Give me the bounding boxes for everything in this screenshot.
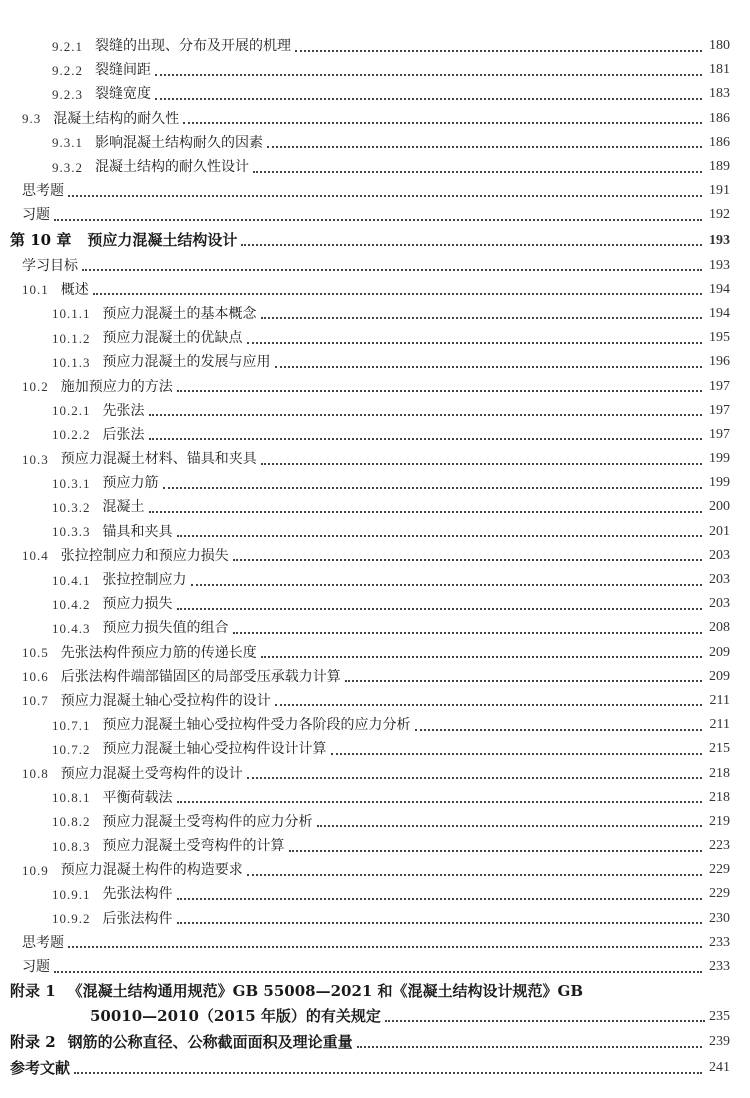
dot-leader	[261, 655, 702, 658]
section-title: 后张法构件端部锚固区的局部受压承载力计算	[60, 668, 341, 685]
section-title: 后张法	[102, 426, 145, 443]
dot-leader	[163, 486, 703, 489]
toc-entry[interactable]	[0, 955, 750, 979]
page-number: 181	[709, 62, 730, 78]
dot-leader	[317, 824, 703, 827]
section-title: 预应力混凝土的优缺点	[102, 330, 243, 347]
page-number: 235	[709, 1009, 730, 1025]
section-number: 9.3	[22, 111, 42, 127]
appendix-title-line2: 50010—2010（2015 年版）的有关规定	[90, 1007, 381, 1026]
section-number: 10.9	[22, 862, 49, 878]
dot-leader	[385, 1019, 705, 1022]
section-number: 10.4.1	[52, 572, 91, 588]
section-number: 10.3.2	[52, 499, 91, 515]
toc-entry[interactable]	[0, 471, 750, 495]
toc-references[interactable]	[0, 1055, 750, 1081]
section-number: 10.9.2	[52, 911, 91, 927]
page-number: 208	[709, 620, 730, 636]
page-number: 197	[709, 426, 730, 442]
page-number: 186	[709, 134, 730, 150]
dot-leader	[241, 243, 702, 246]
section-title: 裂缝的出现、分布及开展的机理	[95, 38, 291, 55]
dot-leader	[267, 145, 702, 148]
section-title: 习题	[22, 959, 50, 976]
section-title: 预应力混凝土轴心受拉构件设计计算	[102, 741, 327, 758]
page-number: 229	[709, 886, 730, 902]
section-title: 裂缝间距	[95, 62, 151, 79]
toc-appendix-2[interactable]	[0, 1029, 750, 1055]
section-number: 10.7.2	[52, 741, 91, 757]
page-number: 197	[709, 378, 730, 394]
page-number: 209	[709, 668, 730, 684]
dot-leader	[54, 218, 702, 221]
chapter-title: 预应力混凝土结构设计	[87, 231, 238, 249]
toc-entry[interactable]	[0, 616, 750, 640]
chapter-number: 第 10 章	[10, 231, 72, 249]
section-number: 10.2.2	[52, 427, 91, 443]
section-number: 10.2	[22, 379, 49, 395]
section-number: 10.4.2	[52, 596, 91, 612]
dot-leader	[247, 873, 702, 876]
dot-leader	[345, 679, 702, 682]
dot-leader	[261, 316, 703, 319]
section-title: 锚具和夹具	[102, 523, 173, 540]
page-number: 186	[709, 110, 730, 126]
toc-entry[interactable]	[0, 882, 750, 906]
toc-entry[interactable]	[0, 58, 750, 82]
section-number: 9.2.2	[52, 62, 83, 78]
appendix-title: 钢筋的公称直径、公称截面面积及理论重量	[67, 1032, 353, 1051]
dot-leader	[247, 341, 703, 344]
toc-entry[interactable]	[0, 107, 750, 131]
page-number: 193	[709, 257, 730, 273]
toc-entry[interactable]	[0, 544, 750, 568]
section-title: 预应力混凝土的发展与应用	[102, 354, 271, 371]
dot-leader	[54, 970, 702, 973]
page-number: 180	[709, 38, 730, 54]
section-number: 10.7.1	[52, 717, 91, 733]
dot-leader	[191, 583, 703, 586]
appendix-number: 附录 2	[10, 1032, 56, 1051]
section-number: 10.1.3	[52, 354, 91, 370]
section-number: 10.7	[22, 693, 49, 709]
toc-entry[interactable]	[0, 203, 750, 227]
page-number: 201	[709, 523, 730, 539]
toc-entry[interactable]	[0, 568, 750, 592]
dot-leader	[177, 534, 703, 537]
section-number: 10.2.1	[52, 403, 91, 419]
toc-entry[interactable]	[0, 520, 750, 544]
dot-leader	[177, 897, 703, 900]
page-number: 203	[709, 572, 730, 588]
toc-entry[interactable]	[0, 399, 750, 423]
section-title: 学习目标	[22, 257, 78, 274]
section-title: 预应力混凝土轴心受拉构件受力各阶段的应力分析	[102, 717, 411, 734]
page-number: 194	[709, 281, 730, 297]
section-number: 10.4.3	[52, 620, 91, 636]
dot-leader	[149, 413, 703, 416]
section-title: 概述	[60, 281, 89, 298]
section-number: 10.6	[22, 669, 49, 685]
toc-entry[interactable]	[0, 665, 750, 689]
toc-entry[interactable]	[0, 34, 750, 58]
section-title: 预应力混凝土受弯构件的计算	[102, 838, 285, 855]
section-number: 10.9.1	[52, 886, 91, 902]
dot-leader	[253, 170, 702, 173]
dot-leader	[261, 462, 702, 465]
toc-entry[interactable]	[0, 495, 750, 519]
dot-leader	[331, 752, 703, 755]
section-title: 预应力筋	[102, 475, 159, 492]
dot-leader	[415, 728, 703, 731]
toc-chapter[interactable]	[0, 228, 750, 254]
section-number: 10.1.1	[52, 306, 91, 322]
dot-leader	[155, 97, 702, 100]
dot-leader	[233, 631, 703, 634]
section-title: 张拉控制应力	[102, 572, 187, 589]
page-number: 191	[709, 183, 730, 199]
section-number: 10.1	[22, 282, 49, 298]
dot-leader	[295, 49, 702, 52]
section-number: 10.5	[22, 645, 49, 661]
dot-leader	[68, 194, 702, 197]
dot-leader	[149, 437, 703, 440]
toc-entry[interactable]	[0, 350, 750, 374]
page-number: 199	[709, 475, 730, 491]
dot-leader	[155, 73, 702, 76]
toc-entry[interactable]	[0, 302, 750, 326]
page-number: 193	[709, 232, 730, 248]
dot-leader	[177, 607, 703, 610]
toc-entry[interactable]	[0, 278, 750, 302]
section-title: 混凝土结构的耐久性	[53, 110, 180, 127]
page-number: 211	[709, 692, 730, 708]
toc-entry[interactable]	[0, 834, 750, 858]
dot-leader	[68, 945, 702, 948]
dot-leader	[183, 121, 702, 124]
page-number: 211	[709, 717, 730, 733]
section-title: 预应力损失值的组合	[102, 620, 229, 637]
section-number: 10.1.2	[52, 330, 91, 346]
toc-entry[interactable]	[0, 155, 750, 179]
section-number: 10.3	[22, 451, 49, 467]
dot-leader	[177, 800, 703, 803]
page-number: 218	[709, 765, 730, 781]
toc-entry[interactable]	[0, 447, 750, 471]
page-number: 194	[709, 305, 730, 321]
section-title: 先张法构件	[102, 886, 173, 903]
dot-leader	[275, 365, 703, 368]
section-number: 10.8.3	[52, 838, 91, 854]
page-number: 192	[709, 207, 730, 223]
section-title: 后张法构件	[102, 910, 173, 927]
toc-entry[interactable]	[0, 810, 750, 834]
section-title: 预应力混凝土构件的构造要求	[60, 862, 243, 879]
section-title: 预应力混凝土的基本概念	[102, 305, 257, 322]
section-number: 9.3.1	[52, 135, 83, 151]
section-number: 10.3.1	[52, 475, 91, 491]
toc-entry[interactable]	[0, 423, 750, 447]
page-number: 219	[709, 813, 730, 829]
toc-entry[interactable]	[0, 374, 750, 398]
section-title: 预应力混凝土材料、锚具和夹具	[60, 451, 257, 468]
section-title: 张拉控制应力和预应力损失	[60, 547, 229, 564]
page-number: 218	[709, 789, 730, 805]
section-title: 思考题	[22, 183, 64, 200]
page-number: 239	[709, 1034, 730, 1050]
section-title: 施加预应力的方法	[60, 378, 173, 395]
page-number: 200	[709, 499, 730, 515]
dot-leader	[74, 1071, 702, 1074]
toc-entry[interactable]	[0, 82, 750, 106]
section-title: 平衡荷载法	[102, 789, 173, 806]
section-title: 预应力混凝土轴心受拉构件的设计	[60, 692, 271, 709]
toc-entry[interactable]	[0, 713, 750, 737]
appendix-title-line1: 《混凝土结构通用规范》GB 55008—2021 和《混凝土结构设计规范》GB	[67, 982, 584, 1001]
section-number: 10.3.3	[52, 524, 91, 540]
section-title: 先张法构件预应力筋的传递长度	[60, 644, 257, 661]
page-number: 196	[709, 354, 730, 370]
section-title: 先张法	[102, 402, 145, 419]
toc-entry[interactable]	[0, 326, 750, 350]
appendix-number: 附录 1	[10, 982, 56, 1001]
toc-entry[interactable]	[0, 737, 750, 761]
section-title: 混凝土结构的耐久性设计	[95, 159, 249, 176]
page-number: 199	[709, 451, 730, 467]
section-title: 裂缝宽度	[95, 86, 151, 103]
dot-leader	[275, 703, 702, 706]
section-title: 预应力混凝土受弯构件的应力分析	[102, 813, 313, 830]
toc-entry[interactable]	[0, 179, 750, 203]
page-number: 195	[709, 330, 730, 346]
toc-entry[interactable]	[0, 858, 750, 882]
section-title: 影响混凝土结构耐久的因素	[95, 134, 263, 151]
page-number: 209	[709, 644, 730, 660]
section-number: 9.3.2	[52, 159, 83, 175]
page-number: 183	[709, 86, 730, 102]
page-number: 203	[709, 596, 730, 612]
toc-entry[interactable]	[0, 131, 750, 155]
section-title: 思考题	[22, 934, 64, 951]
dot-leader	[82, 268, 702, 271]
table-of-contents	[0, 34, 750, 1081]
page-number: 197	[709, 402, 730, 418]
toc-entry[interactable]	[0, 907, 750, 931]
page-number: 230	[709, 910, 730, 926]
section-title: 混凝土	[102, 499, 145, 516]
dot-leader	[177, 921, 703, 924]
section-number: 10.8	[22, 766, 49, 782]
page-number: 233	[709, 934, 730, 950]
section-title: 习题	[22, 207, 50, 224]
page-number: 223	[709, 838, 730, 854]
page-number: 215	[709, 741, 730, 757]
page-number: 189	[709, 159, 730, 175]
section-number: 9.2.3	[52, 86, 83, 102]
dot-leader	[93, 292, 702, 295]
page-number: 203	[709, 547, 730, 563]
toc-entry[interactable]	[0, 786, 750, 810]
dot-leader	[289, 849, 703, 852]
dot-leader	[247, 776, 702, 779]
toc-entry[interactable]	[0, 761, 750, 785]
section-number: 10.8.1	[52, 790, 91, 806]
dot-leader	[233, 558, 702, 561]
references-title: 参考文献	[10, 1058, 71, 1077]
section-title: 预应力混凝土受弯构件的设计	[60, 765, 243, 782]
toc-entry[interactable]	[0, 592, 750, 616]
toc-entry[interactable]	[0, 689, 750, 713]
page-number: 241	[709, 1060, 730, 1076]
page-number: 229	[709, 862, 730, 878]
toc-entry[interactable]	[0, 931, 750, 955]
section-title: 预应力损失	[102, 596, 173, 613]
section-number: 10.4	[22, 548, 49, 564]
dot-leader	[149, 510, 703, 513]
toc-entry[interactable]	[0, 254, 750, 278]
page-number: 233	[709, 959, 730, 975]
toc-appendix-1[interactable]	[0, 979, 750, 1029]
dot-leader	[177, 389, 702, 392]
section-number: 10.8.2	[52, 814, 91, 830]
section-number: 9.2.1	[52, 38, 83, 54]
toc-entry[interactable]	[0, 641, 750, 665]
dot-leader	[357, 1045, 702, 1048]
